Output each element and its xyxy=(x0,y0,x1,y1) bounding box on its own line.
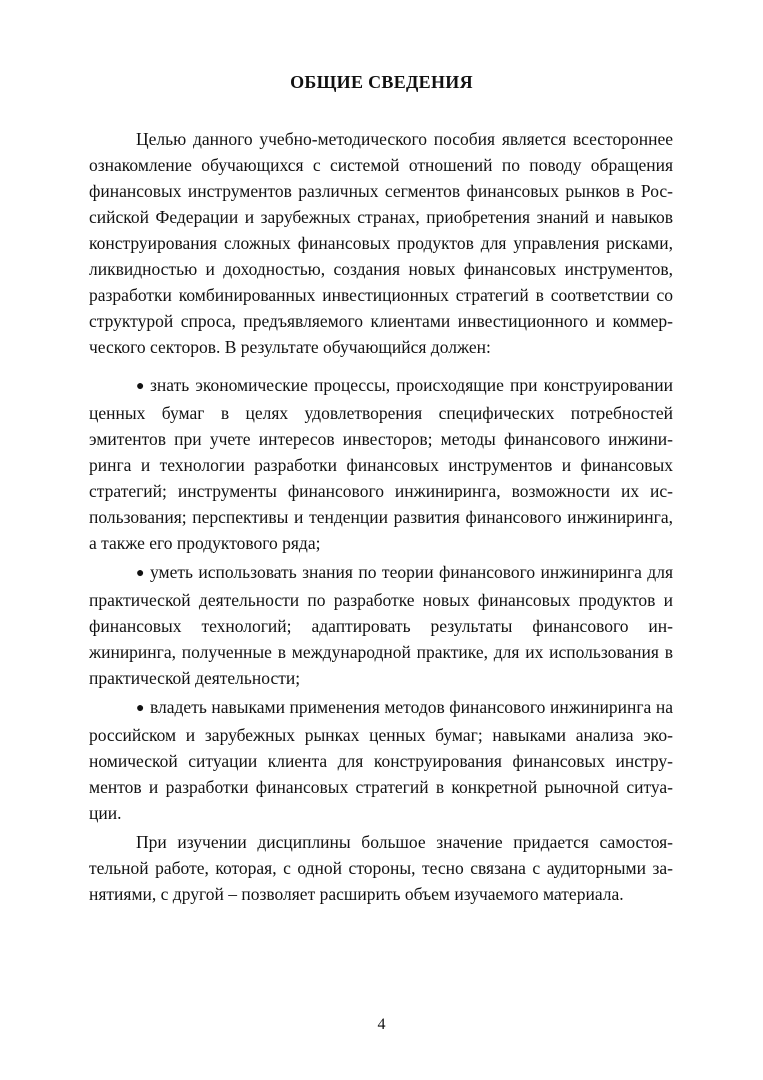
bullet-icon: ● xyxy=(136,379,145,394)
bullet-item-own xyxy=(89,694,673,826)
page-number: 4 xyxy=(377,1016,386,1033)
bullet-text: владеть навыками применения методов финансового инжиниринга на российском и зарубежных рынках ценных бумаг; навыками анализа экономической ситуации клиента для конструирования финансовых инструментов и разработки финансовых стратегий в конкретной рыночной ситуации. xyxy=(89,697,673,823)
bullet-item-know xyxy=(89,372,673,556)
bullet-icon: ● xyxy=(136,701,145,716)
page-title: ОБЩИЕ СВЕДЕНИЯ xyxy=(290,72,473,92)
bullet-text: знать экономические процессы, происходящие при конструировании ценных бумаг в целях удовлетворения специфических потребностей эмитентов при учете интересов инвесторов; методы финансового инжиниринга и технологии разработки финансовых инструментов и финансовых стратегий; инструменты финансового инжиниринга, возможности их использования; перспективы и тенденции развития финансового инжиниринга, а также его продуктового ряда; xyxy=(89,375,673,553)
conclusion-paragraph xyxy=(89,829,673,907)
intro-text: Целью данного учебно-методического пособия является всестороннее ознакомление обучающихся с системой отношений по поводу обращения финансовых инструментов различных сегментов финансовых рынков в Российской Федерации и зарубежных странах, приобретения знаний и навыков конструирования сложных финансовых продуктов для управления рисками, ликвидностью и доходностью, создания новых финансовых инструментов, разработки комбинированных инвестиционных стратегий в соответствии со структурой спроса, предъявляемого клиентами инвестиционного и коммерческого секторов. В результате обучающийся должен: xyxy=(89,129,673,357)
conclusion-text: При изучении дисциплины большое значение придается самостоятельной работе, которая, с одной стороны, тесно связана с аудиторными занятиями, с другой – позволяет расширить объем изучаемого материала. xyxy=(89,832,673,904)
bullet-item-can xyxy=(89,559,673,691)
bullet-text: уметь использовать знания по теории финансового инжиниринга для практической деятельности по разработке новых финансовых продуктов и финансовых технологий; адаптировать результаты финансового инжиниринга, полученные в международной практике, для их использования в практической деятельности; xyxy=(89,562,673,688)
intro-paragraph xyxy=(89,126,673,360)
bullet-icon: ● xyxy=(136,566,145,581)
